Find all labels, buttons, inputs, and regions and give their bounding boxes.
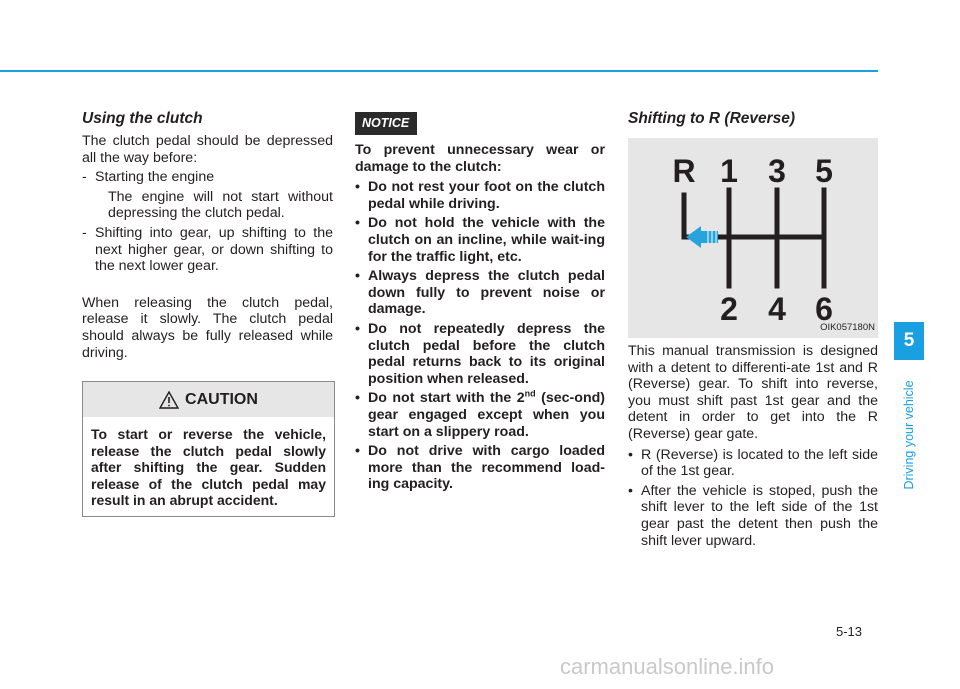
notice-list — [355, 179, 605, 493]
figure-code: OIK057180N — [820, 322, 875, 333]
dash-list — [82, 169, 333, 275]
gear-label-6: 6 — [815, 291, 833, 327]
list-item — [82, 169, 333, 222]
chapter-label-text: Driving your vehicle — [902, 380, 916, 490]
caution-text: To start or reverse the vehicle, release the clutch pedal slowly after shifting the gear. Sudden release of the clutch pedal may result in an abrupt accident. — [91, 426, 326, 508]
gear-label-4: 4 — [768, 291, 786, 327]
gear-label-1: 1 — [720, 153, 738, 189]
list-item: • Do not rest your foot on the clutch pedal while driving. — [355, 179, 605, 212]
chapter-tab: 5 — [894, 322, 924, 360]
spacer — [82, 275, 333, 295]
clutch-section — [82, 110, 333, 361]
reverse-list — [628, 447, 878, 550]
gear-label-5: 5 — [815, 153, 833, 189]
caution-title: CAUTION — [185, 390, 258, 408]
reverse-section — [628, 110, 878, 133]
list-item: • Do not hold the vehicle with the clutch on an incline, while wait-ing for the traffic light, etc. — [355, 215, 605, 265]
chapter-label — [898, 370, 920, 500]
gear-label-r: R — [672, 153, 696, 189]
paragraph: The clutch pedal should be depressed all the way before: — [82, 133, 333, 166]
list-item — [355, 390, 605, 440]
list-item: • Do not drive with cargo loaded more than the recommend load-ing capacity. — [355, 443, 605, 493]
shift-pattern-figure — [628, 138, 878, 338]
shift-pattern-diagram — [628, 138, 878, 338]
list-item: • Always depress the clutch pedal down fully to prevent noise or damage. — [355, 268, 605, 318]
section-heading: Shifting to R (Reverse) — [628, 110, 796, 127]
caution-box — [82, 381, 335, 517]
gear-label-3: 3 — [768, 153, 786, 189]
list-item: • R (Reverse) is located to the left side of the 1st gear. — [628, 447, 878, 480]
list-item-text: (sec-ond) gear engaged except when you start on a slippery road. — [368, 390, 605, 440]
list-item — [82, 225, 333, 275]
reverse-text — [628, 343, 878, 552]
list-item: • After the vehicle is stoped, push the shift lever to the left side of the 1st gear past the detent then push the shift lever upward. — [628, 483, 878, 549]
paragraph: This manual transmission is designed with a detent to differenti-ate 1st and R (Reverse) gear. To shift into reverse, you must shift past 1st gear and the detent in order to get into the R (Reverse) gear gate. — [628, 343, 878, 442]
notice-badge: NOTICE — [355, 112, 417, 135]
section-heading: Using the clutch — [82, 110, 203, 127]
notice-section — [355, 112, 605, 496]
warning-icon — [159, 391, 179, 409]
list-item-detail: The engine will not start without depressing the clutch pedal. — [108, 188, 333, 222]
list-item-text: Starting the engine — [95, 169, 215, 186]
list-item: • Do not repeatedly depress the clutch pedal before the clutch pedal returns back to its original position when released. — [355, 321, 605, 387]
gear-label-2: 2 — [720, 291, 738, 327]
list-item-text: Do not start with the 2 — [368, 390, 525, 407]
page-number: 5-13 — [836, 624, 863, 639]
notice-intro: To prevent unnecessary wear or damage to the clutch: — [355, 142, 605, 175]
caution-header — [83, 382, 334, 417]
superscript: nd — [524, 388, 536, 399]
arrow-icon — [686, 226, 718, 248]
notice-body — [355, 142, 605, 493]
header-rule — [0, 70, 878, 72]
paragraph: When releasing the clutch pedal, release it slowly. The clutch pedal should always be fully released while driving. — [82, 294, 333, 361]
list-item-text: Shifting into gear, up shifting to the next higher gear, or down shifting to the next lower gear. — [95, 224, 333, 275]
watermark: carmanualsonline.info — [560, 654, 775, 679]
